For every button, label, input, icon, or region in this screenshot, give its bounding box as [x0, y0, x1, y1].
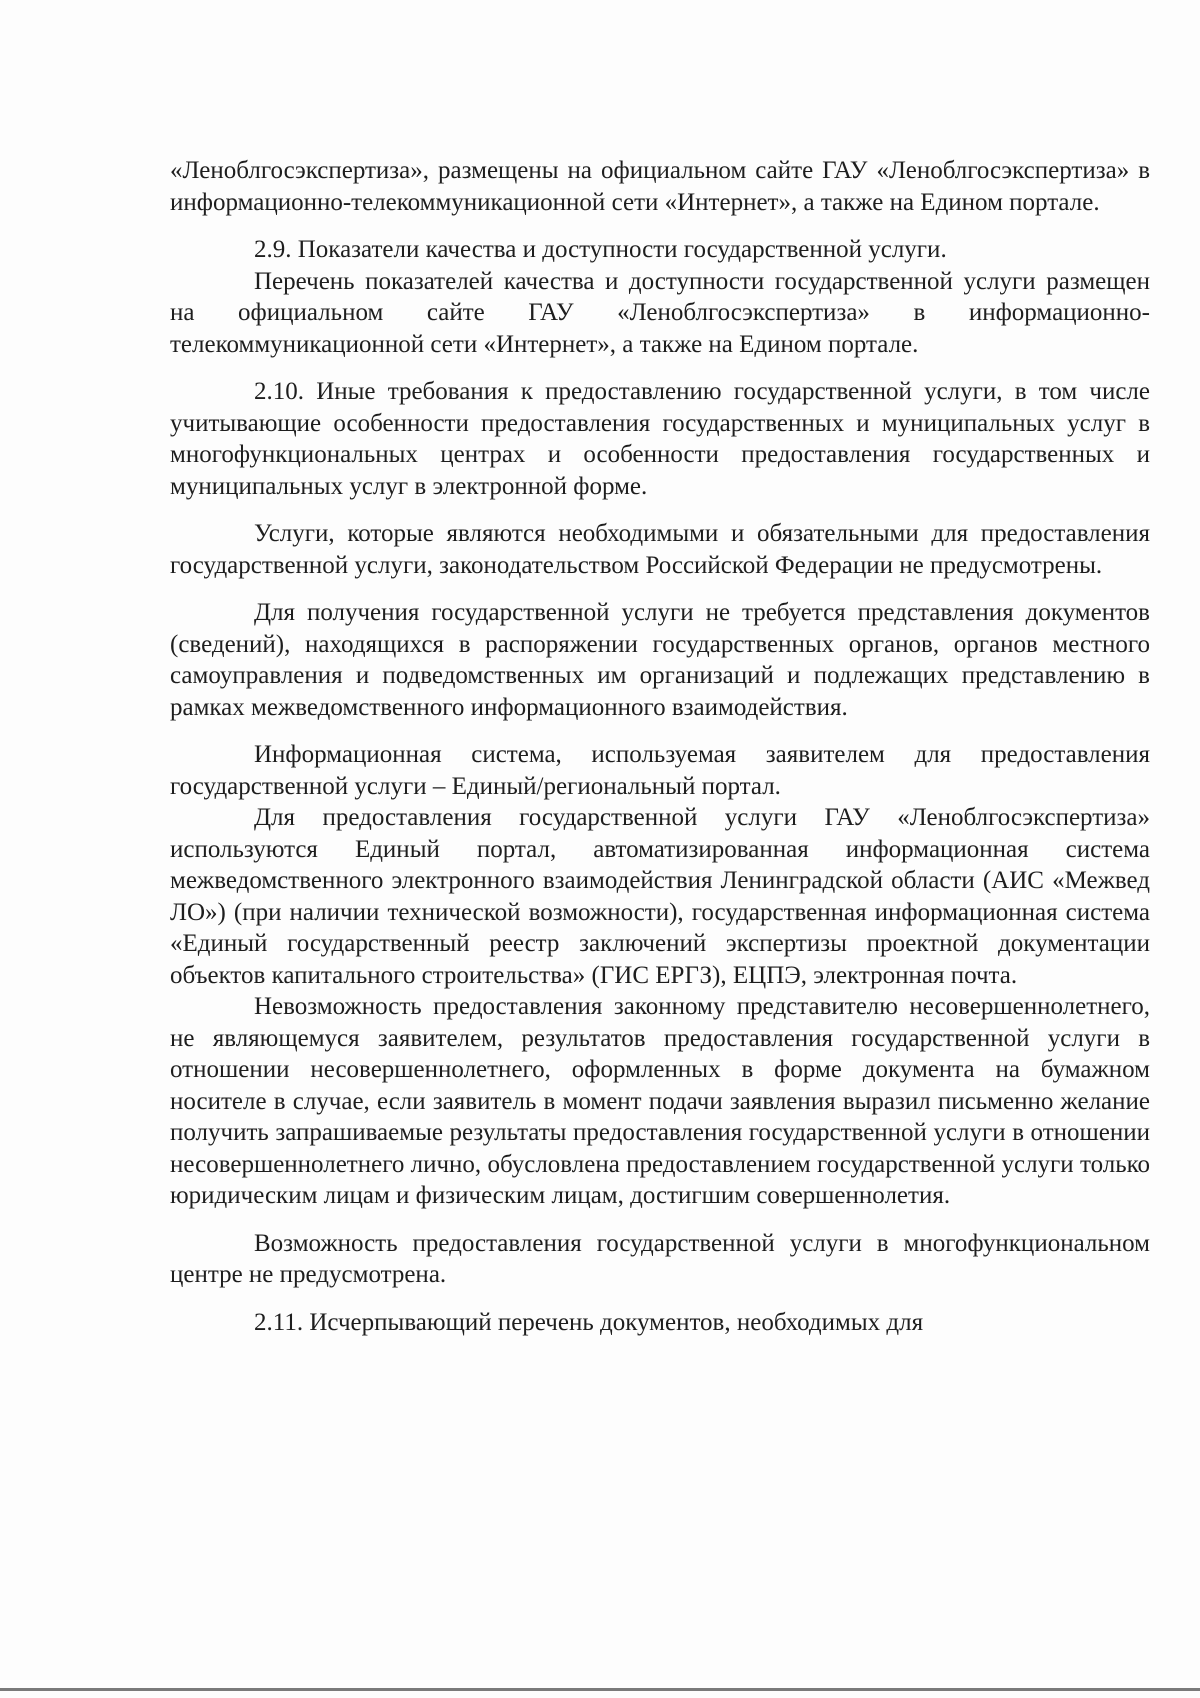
paragraph-required-services: Услуги, которые являются необходимыми и обязательными для предоставления государственной услуги, законодательством Российской Федерации не предусмотрены. [170, 520, 1150, 579]
paragraph-quality-indicators: Перечень показателей качества и доступности государственной услуги размещен на официальном сайте ГАУ «Леноблгосэкспертиза» в информационно-телекоммуникационной сети «Интернет», а также на Едином портале. [170, 267, 1150, 358]
section-2-9-heading: 2.9. Показатели качества и доступности государственной услуги. [254, 236, 947, 263]
paragraph-minor-representative: Невозможность предоставления законному представителю несовершеннолетнего, не являющемуся заявителем, результатов предоставления государственной услуги в отношении несовершеннолетнего, оформленных в форме документа на бумажном носителе в случае, если заявитель в момент подачи заявления выразил письменно желание получить запрашиваемые результаты предоставления государственной услуги в отношении несовершеннолетнего лично, обусловлена предоставлением государственной услуги только юридическим лицам и физическим лицам, достигшим совершеннолетия. [170, 993, 1150, 1209]
bottom-rule-divider [0, 1688, 1200, 1691]
paragraph-systems-used: Для предоставления государственной услуги ГАУ «Леноблгосэкспертиза» используются Единый портал, автоматизированная информационная система межведомственного электронного взаимодействия Ленинградской области (АИС «Межвед ЛО») (при наличии технической возможности), государственная информационная система «Единый государственный реестр заключений экспертизы проектной документации объектов капитального строительства» (ГИС ЕРГЗ), ЕЦПЭ, электронная почта. [170, 804, 1150, 989]
document-body [170, 155, 1150, 1338]
paragraph-information-system: Информационная система, используемая заявителем для предоставления государственной услуги – Единый/региональный портал. [170, 741, 1150, 800]
paragraph-continuation: «Леноблгосэкспертиза», размещены на официальном сайте ГАУ «Леноблгосэкспертиза» в информационно-телекоммуникационной сети «Интернет», а также на Едином портале. [170, 157, 1150, 216]
section-2-10-heading: 2.10. Иные требования к предоставлению государственной услуги, в том числе учитывающие особенности предоставления государственных и муниципальных услуг в многофункциональных центрах и особенности предоставления государственных и муниципальных услуг в электронной форме. [170, 378, 1150, 500]
paragraph-documents-not-required: Для получения государственной услуги не требуется представления документов (сведений), находящихся в распоряжении государственных органов, органов местного самоуправления и подведомственных им организаций и подлежащих представлению в рамках межведомственного информационного взаимодействия. [170, 599, 1150, 721]
section-2-11-heading: 2.11. Исчерпывающий перечень документов, необходимых для [254, 1308, 924, 1336]
paragraph-mfc-not-provided: Возможность предоставления государственной услуги в многофункциональном центре не предусмотрена. [170, 1229, 1150, 1288]
